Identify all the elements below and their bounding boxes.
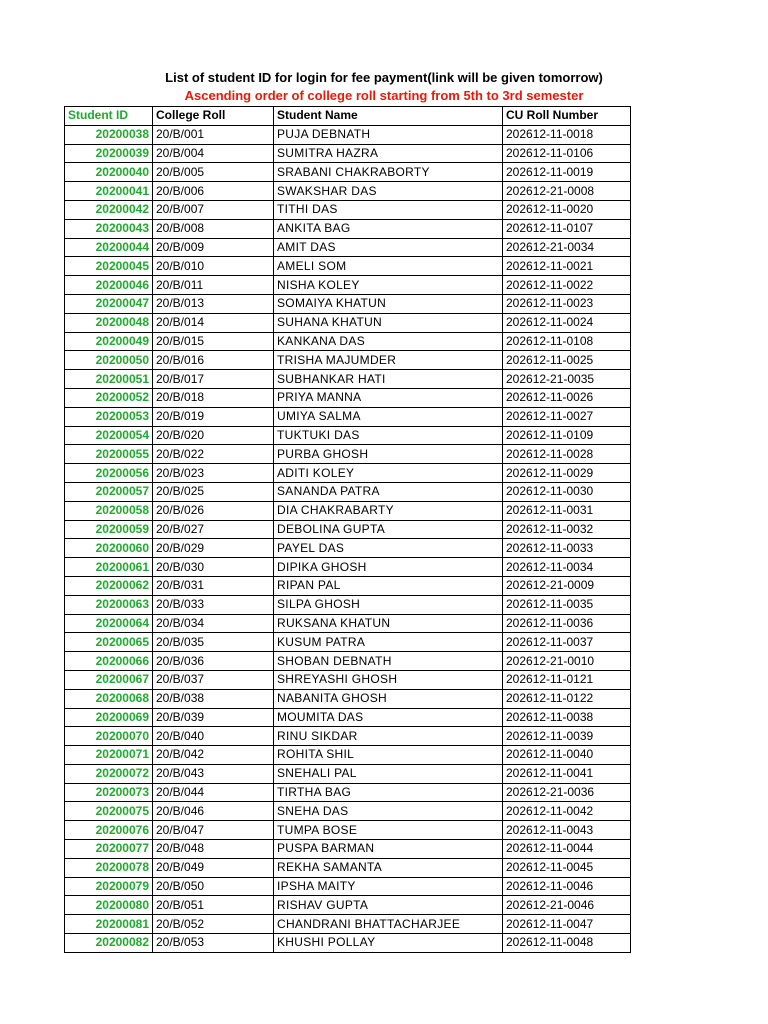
student-id-cell: 20200067 — [65, 670, 153, 689]
college-roll-cell: 20/B/016 — [153, 351, 274, 370]
student-name-cell: SUBHANKAR HATI — [274, 370, 503, 389]
cu-roll-number-cell: 202612-11-0020 — [503, 200, 631, 219]
header-row — [65, 107, 631, 126]
college-roll-cell: 20/B/008 — [153, 219, 274, 238]
student-name-cell: TUMPA BOSE — [274, 821, 503, 840]
cu-roll-number-cell: 202612-11-0032 — [503, 520, 631, 539]
student-id-cell: 20200058 — [65, 501, 153, 520]
college-roll-cell: 20/B/034 — [153, 614, 274, 633]
college-roll-cell: 20/B/042 — [153, 746, 274, 765]
student-name-cell: TITHI DAS — [274, 200, 503, 219]
college-roll-cell: 20/B/046 — [153, 802, 274, 821]
college-roll-cell: 20/B/009 — [153, 238, 274, 257]
student-name-cell: PRIYA MANNA — [274, 388, 503, 407]
table-row — [65, 182, 631, 201]
cu-roll-number-cell: 202612-11-0106 — [503, 144, 631, 163]
cu-roll-number-cell: 202612-21-0035 — [503, 370, 631, 389]
student-name-cell: KHUSHI POLLAY — [274, 934, 503, 953]
college-roll-cell: 20/B/010 — [153, 257, 274, 276]
student-name-cell: SWAKSHAR DAS — [274, 182, 503, 201]
cu-roll-number-cell: 202612-11-0023 — [503, 294, 631, 313]
table-row — [65, 370, 631, 389]
cu-roll-number-cell: 202612-11-0030 — [503, 482, 631, 501]
college-roll-cell: 20/B/004 — [153, 144, 274, 163]
table-row — [65, 783, 631, 802]
college-roll-cell: 20/B/014 — [153, 313, 274, 332]
student-id-cell: 20200064 — [65, 614, 153, 633]
table-row — [65, 445, 631, 464]
table-row — [65, 764, 631, 783]
table-row — [65, 163, 631, 182]
header-student-id: Student ID — [65, 107, 153, 126]
cu-roll-number-cell: 202612-11-0024 — [503, 313, 631, 332]
table-row — [65, 482, 631, 501]
college-roll-cell: 20/B/026 — [153, 501, 274, 520]
header-cu-roll-number: CU Roll Number — [503, 107, 631, 126]
student-id-cell: 20200050 — [65, 351, 153, 370]
cu-roll-number-cell: 202612-11-0122 — [503, 689, 631, 708]
cu-roll-number-cell: 202612-11-0018 — [503, 125, 631, 144]
table-row — [65, 200, 631, 219]
student-name-cell: SRABANI CHAKRABORTY — [274, 163, 503, 182]
student-name-cell: UMIYA SALMA — [274, 407, 503, 426]
cu-roll-number-cell: 202612-11-0034 — [503, 558, 631, 577]
student-id-cell: 20200046 — [65, 276, 153, 295]
student-id-cell: 20200073 — [65, 783, 153, 802]
student-id-cell: 20200042 — [65, 200, 153, 219]
college-roll-cell: 20/B/044 — [153, 783, 274, 802]
table-row — [65, 708, 631, 727]
student-name-cell: PUJA DEBNATH — [274, 125, 503, 144]
table-row — [65, 539, 631, 558]
student-name-cell: NISHA KOLEY — [274, 276, 503, 295]
cu-roll-number-cell: 202612-11-0044 — [503, 840, 631, 859]
student-id-cell: 20200076 — [65, 821, 153, 840]
cu-roll-number-cell: 202612-11-0021 — [503, 257, 631, 276]
cu-roll-number-cell: 202612-21-0010 — [503, 652, 631, 671]
table-row — [65, 821, 631, 840]
student-id-cell: 20200062 — [65, 576, 153, 595]
student-id-cell: 20200078 — [65, 858, 153, 877]
student-id-cell: 20200040 — [65, 163, 153, 182]
student-id-cell: 20200068 — [65, 689, 153, 708]
student-id-cell: 20200041 — [65, 182, 153, 201]
cu-roll-number-cell: 202612-11-0027 — [503, 407, 631, 426]
student-name-cell: AMELI SOM — [274, 257, 503, 276]
cu-roll-number-cell: 202612-11-0121 — [503, 670, 631, 689]
table-row — [65, 746, 631, 765]
college-roll-cell: 20/B/043 — [153, 764, 274, 783]
student-name-cell: RUKSANA KHATUN — [274, 614, 503, 633]
table-row — [65, 501, 631, 520]
cu-roll-number-cell: 202612-11-0048 — [503, 934, 631, 953]
student-name-cell: IPSHA MAITY — [274, 877, 503, 896]
college-roll-cell: 20/B/039 — [153, 708, 274, 727]
college-roll-cell: 20/B/047 — [153, 821, 274, 840]
student-id-cell: 20200063 — [65, 595, 153, 614]
cu-roll-number-cell: 202612-21-0034 — [503, 238, 631, 257]
student-id-cell: 20200061 — [65, 558, 153, 577]
college-roll-cell: 20/B/048 — [153, 840, 274, 859]
college-roll-cell: 20/B/038 — [153, 689, 274, 708]
cu-roll-number-cell: 202612-11-0035 — [503, 595, 631, 614]
cu-roll-number-cell: 202612-11-0040 — [503, 746, 631, 765]
cu-roll-number-cell: 202612-11-0046 — [503, 877, 631, 896]
table-row — [65, 257, 631, 276]
college-roll-cell: 20/B/007 — [153, 200, 274, 219]
table-row — [65, 313, 631, 332]
student-id-cell: 20200038 — [65, 125, 153, 144]
table-row — [65, 520, 631, 539]
student-table — [64, 106, 631, 953]
cu-roll-number-cell: 202612-21-0046 — [503, 896, 631, 915]
college-roll-cell: 20/B/023 — [153, 464, 274, 483]
student-name-cell: TIRTHA BAG — [274, 783, 503, 802]
student-name-cell: DIPIKA GHOSH — [274, 558, 503, 577]
cu-roll-number-cell: 202612-11-0022 — [503, 276, 631, 295]
student-name-cell: PAYEL DAS — [274, 539, 503, 558]
student-id-cell: 20200051 — [65, 370, 153, 389]
student-name-cell: TUKTUKI DAS — [274, 426, 503, 445]
college-roll-cell: 20/B/050 — [153, 877, 274, 896]
table-row — [65, 652, 631, 671]
table-row — [65, 426, 631, 445]
table-row — [65, 351, 631, 370]
student-name-cell: PURBA GHOSH — [274, 445, 503, 464]
student-name-cell: SHREYASHI GHOSH — [274, 670, 503, 689]
student-name-cell: SNEHA DAS — [274, 802, 503, 821]
student-name-cell: KUSUM PATRA — [274, 633, 503, 652]
student-name-cell: MOUMITA DAS — [274, 708, 503, 727]
table-row — [65, 144, 631, 163]
table-row — [65, 576, 631, 595]
document-title: List of student ID for login for fee payment(link will be given tomorrow) — [165, 70, 603, 85]
student-name-cell: SOMAIYA KHATUN — [274, 294, 503, 313]
table-row — [65, 238, 631, 257]
college-roll-cell: 20/B/027 — [153, 520, 274, 539]
table-row — [65, 633, 631, 652]
student-name-cell: RINU SIKDAR — [274, 727, 503, 746]
table-row — [65, 595, 631, 614]
cu-roll-number-cell: 202612-11-0041 — [503, 764, 631, 783]
student-name-cell: SHOBAN DEBNATH — [274, 652, 503, 671]
student-name-cell: RIPAN PAL — [274, 576, 503, 595]
student-id-cell: 20200053 — [65, 407, 153, 426]
college-roll-cell: 20/B/025 — [153, 482, 274, 501]
student-id-cell: 20200059 — [65, 520, 153, 539]
student-id-cell: 20200080 — [65, 896, 153, 915]
table-row — [65, 464, 631, 483]
table-row — [65, 840, 631, 859]
cu-roll-number-cell: 202612-11-0033 — [503, 539, 631, 558]
student-id-cell: 20200043 — [65, 219, 153, 238]
student-name-cell: DEBOLINA GUPTA — [274, 520, 503, 539]
cu-roll-number-cell: 202612-11-0042 — [503, 802, 631, 821]
college-roll-cell: 20/B/049 — [153, 858, 274, 877]
cu-roll-number-cell: 202612-11-0025 — [503, 351, 631, 370]
student-name-cell: DIA CHAKRABARTY — [274, 501, 503, 520]
college-roll-cell: 20/B/051 — [153, 896, 274, 915]
college-roll-cell: 20/B/037 — [153, 670, 274, 689]
student-name-cell: AMIT DAS — [274, 238, 503, 257]
college-roll-cell: 20/B/052 — [153, 915, 274, 934]
student-id-cell: 20200060 — [65, 539, 153, 558]
college-roll-cell: 20/B/031 — [153, 576, 274, 595]
cu-roll-number-cell: 202612-11-0045 — [503, 858, 631, 877]
table-row — [65, 727, 631, 746]
student-id-cell: 20200044 — [65, 238, 153, 257]
student-id-cell: 20200057 — [65, 482, 153, 501]
student-name-cell: SUHANA KHATUN — [274, 313, 503, 332]
cu-roll-number-cell: 202612-11-0031 — [503, 501, 631, 520]
college-roll-cell: 20/B/013 — [153, 294, 274, 313]
college-roll-cell: 20/B/029 — [153, 539, 274, 558]
student-id-cell: 20200082 — [65, 934, 153, 953]
college-roll-cell: 20/B/019 — [153, 407, 274, 426]
student-name-cell: PUSPA BARMAN — [274, 840, 503, 859]
college-roll-cell: 20/B/015 — [153, 332, 274, 351]
table-row — [65, 858, 631, 877]
student-name-cell: ADITI KOLEY — [274, 464, 503, 483]
student-id-cell: 20200054 — [65, 426, 153, 445]
table-row — [65, 896, 631, 915]
college-roll-cell: 20/B/035 — [153, 633, 274, 652]
student-id-cell: 20200075 — [65, 802, 153, 821]
cu-roll-number-cell: 202612-11-0028 — [503, 445, 631, 464]
college-roll-cell: 20/B/005 — [153, 163, 274, 182]
student-name-cell: SNEHALI PAL — [274, 764, 503, 783]
cu-roll-number-cell: 202612-11-0107 — [503, 219, 631, 238]
student-name-cell: REKHA SAMANTA — [274, 858, 503, 877]
table-row — [65, 276, 631, 295]
table-row — [65, 388, 631, 407]
cu-roll-number-cell: 202612-11-0047 — [503, 915, 631, 934]
student-id-cell: 20200070 — [65, 727, 153, 746]
header-college-roll: College Roll — [153, 107, 274, 126]
student-name-cell: TRISHA MAJUMDER — [274, 351, 503, 370]
document-subtitle: Ascending order of college roll starting from 5th to 3rd semester — [184, 88, 584, 103]
cu-roll-number-cell: 202612-21-0009 — [503, 576, 631, 595]
college-roll-cell: 20/B/011 — [153, 276, 274, 295]
college-roll-cell: 20/B/053 — [153, 934, 274, 953]
student-id-cell: 20200055 — [65, 445, 153, 464]
cu-roll-number-cell: 202612-11-0037 — [503, 633, 631, 652]
student-id-cell: 20200072 — [65, 764, 153, 783]
table-row — [65, 670, 631, 689]
college-roll-cell: 20/B/020 — [153, 426, 274, 445]
table-row — [65, 219, 631, 238]
student-name-cell: SILPA GHOSH — [274, 595, 503, 614]
cu-roll-number-cell: 202612-11-0019 — [503, 163, 631, 182]
table-row — [65, 934, 631, 953]
student-name-cell: ROHITA SHIL — [274, 746, 503, 765]
student-id-cell: 20200077 — [65, 840, 153, 859]
student-id-cell: 20200048 — [65, 313, 153, 332]
student-name-cell: KANKANA DAS — [274, 332, 503, 351]
cu-roll-number-cell: 202612-11-0039 — [503, 727, 631, 746]
student-name-cell: SANANDA PATRA — [274, 482, 503, 501]
student-id-cell: 20200066 — [65, 652, 153, 671]
student-id-cell: 20200045 — [65, 257, 153, 276]
student-name-cell: NABANITA GHOSH — [274, 689, 503, 708]
cu-roll-number-cell: 202612-11-0036 — [503, 614, 631, 633]
header-student-name: Student Name — [274, 107, 503, 126]
table-row — [65, 915, 631, 934]
table-row — [65, 614, 631, 633]
cu-roll-number-cell: 202612-21-0008 — [503, 182, 631, 201]
student-id-cell: 20200065 — [65, 633, 153, 652]
table-row — [65, 802, 631, 821]
student-id-cell: 20200047 — [65, 294, 153, 313]
table-row — [65, 558, 631, 577]
college-roll-cell: 20/B/006 — [153, 182, 274, 201]
cu-roll-number-cell: 202612-11-0029 — [503, 464, 631, 483]
student-name-cell: RISHAV GUPTA — [274, 896, 503, 915]
college-roll-cell: 20/B/030 — [153, 558, 274, 577]
college-roll-cell: 20/B/033 — [153, 595, 274, 614]
college-roll-cell: 20/B/017 — [153, 370, 274, 389]
table-row — [65, 877, 631, 896]
student-id-cell: 20200056 — [65, 464, 153, 483]
student-id-cell: 20200079 — [65, 877, 153, 896]
student-name-cell: ANKITA BAG — [274, 219, 503, 238]
student-id-cell: 20200081 — [65, 915, 153, 934]
cu-roll-number-cell: 202612-21-0036 — [503, 783, 631, 802]
student-name-cell: SUMITRA HAZRA — [274, 144, 503, 163]
student-id-cell: 20200049 — [65, 332, 153, 351]
college-roll-cell: 20/B/018 — [153, 388, 274, 407]
table-row — [65, 294, 631, 313]
table-row — [65, 332, 631, 351]
college-roll-cell: 20/B/040 — [153, 727, 274, 746]
table-row — [65, 125, 631, 144]
cu-roll-number-cell: 202612-11-0038 — [503, 708, 631, 727]
student-id-cell: 20200069 — [65, 708, 153, 727]
college-roll-cell: 20/B/022 — [153, 445, 274, 464]
cu-roll-number-cell: 202612-11-0108 — [503, 332, 631, 351]
student-id-cell: 20200071 — [65, 746, 153, 765]
student-name-cell: CHANDRANI BHATTACHARJEE — [274, 915, 503, 934]
table-row — [65, 689, 631, 708]
college-roll-cell: 20/B/036 — [153, 652, 274, 671]
cu-roll-number-cell: 202612-11-0026 — [503, 388, 631, 407]
table-row — [65, 407, 631, 426]
student-id-cell: 20200039 — [65, 144, 153, 163]
cu-roll-number-cell: 202612-11-0043 — [503, 821, 631, 840]
student-id-cell: 20200052 — [65, 388, 153, 407]
college-roll-cell: 20/B/001 — [153, 125, 274, 144]
cu-roll-number-cell: 202612-11-0109 — [503, 426, 631, 445]
